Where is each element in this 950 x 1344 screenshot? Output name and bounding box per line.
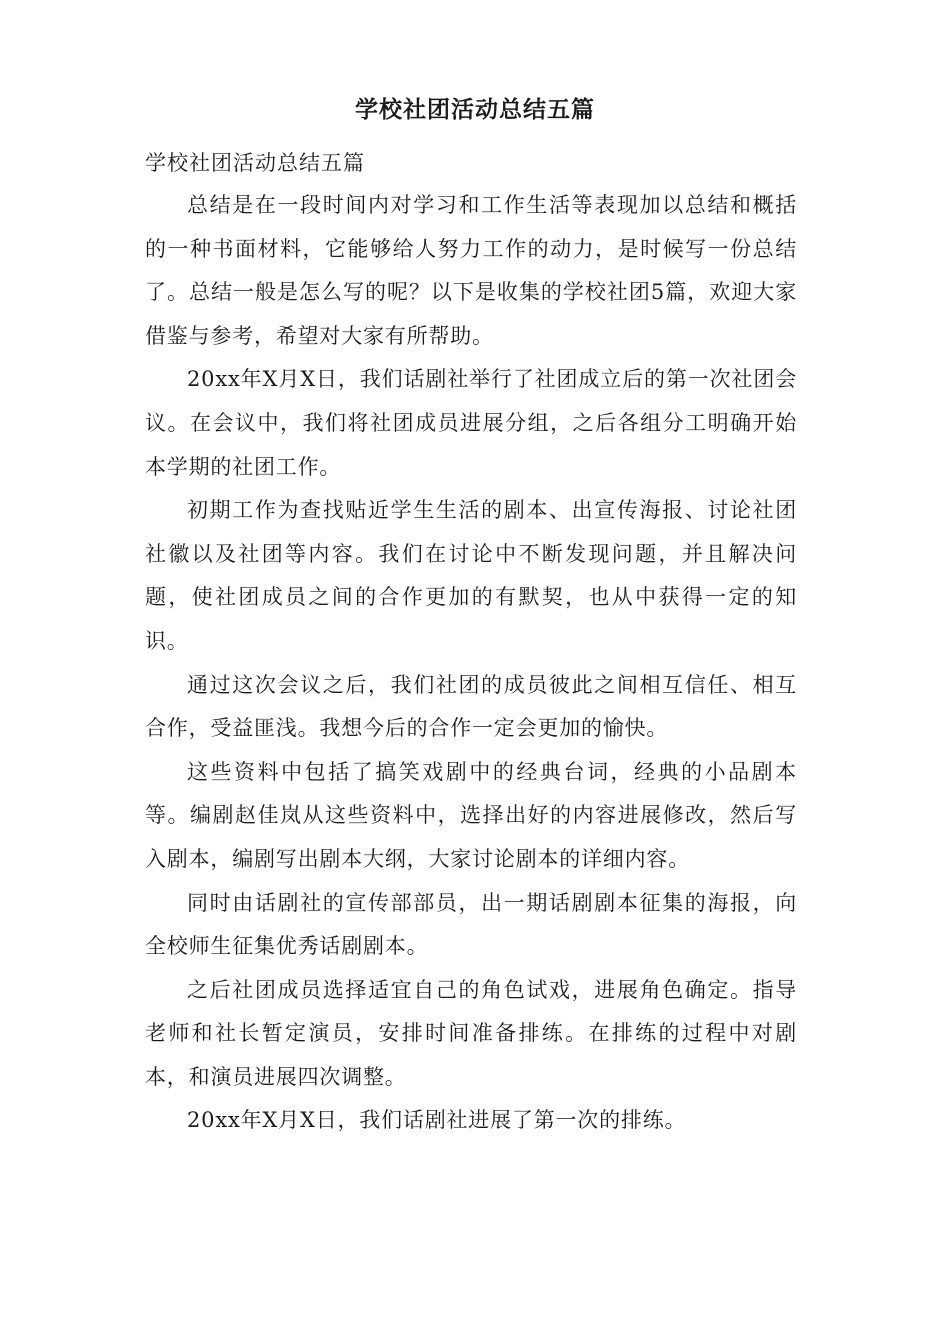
paragraph-poster: 同时由话剧社的宣传部部员，出一期话剧剧本征集的海报，向全校师生征集优秀话剧剧本。 [145,890,797,959]
document-body [145,184,797,1143]
paragraph-intro: 总结是在一段时间内对学习和工作生活等表现加以总结和概括的一种书面材料，它能够给人努力工作的动力，是时候写一份总结了。总结一般是怎么写的呢？以下是收集的学校社团5篇，欢迎大家借鉴与参考，希望对大家有所帮助。 [145,193,797,348]
paragraph-first-rehearsal: 20xx年X月X日，我们话剧社进展了第一次的排练。 [187,1108,687,1133]
paragraph-materials: 这些资料中包括了搞笑戏剧中的经典台词，经典的小品剧本等。编剧赵佳岚从这些资料中，选择出好的内容进展修改，然后写入剧本，编剧写出剧本大纲，大家讨论剧本的详细内容。 [145,759,797,871]
paragraph-casting: 之后社团成员选择适宜自己的角色试戏，进展角色确定。指导老师和社长暂定演员，安排时间准备排练。在排练的过程中对剧本，和演员进展四次调整。 [145,977,797,1089]
paragraph-initial-work: 初期工作为查找贴近学生生活的剧本、出宣传海报、讨论社团社徽以及社团等内容。我们在讨论中不断发现问题，并且解决问题，使社团成员之间的合作更加的有默契，也从中获得一定的知识。 [145,498,797,653]
document-title: 学校社团活动总结五篇 [355,96,595,123]
document-subtitle: 学校社团活动总结五篇 [145,151,365,175]
paragraph-after-meeting: 通过这次会议之后，我们社团的成员彼此之间相互信任、相互合作，受益匪浅。我想今后的合作一定会更加的愉快。 [145,672,797,741]
paragraph-first-meeting: 20xx年X月X日，我们话剧社举行了社团成立后的第一次社团会议。在会议中，我们将社团成员进展分组，之后各组分工明确开始本学期的社团工作。 [145,367,797,479]
